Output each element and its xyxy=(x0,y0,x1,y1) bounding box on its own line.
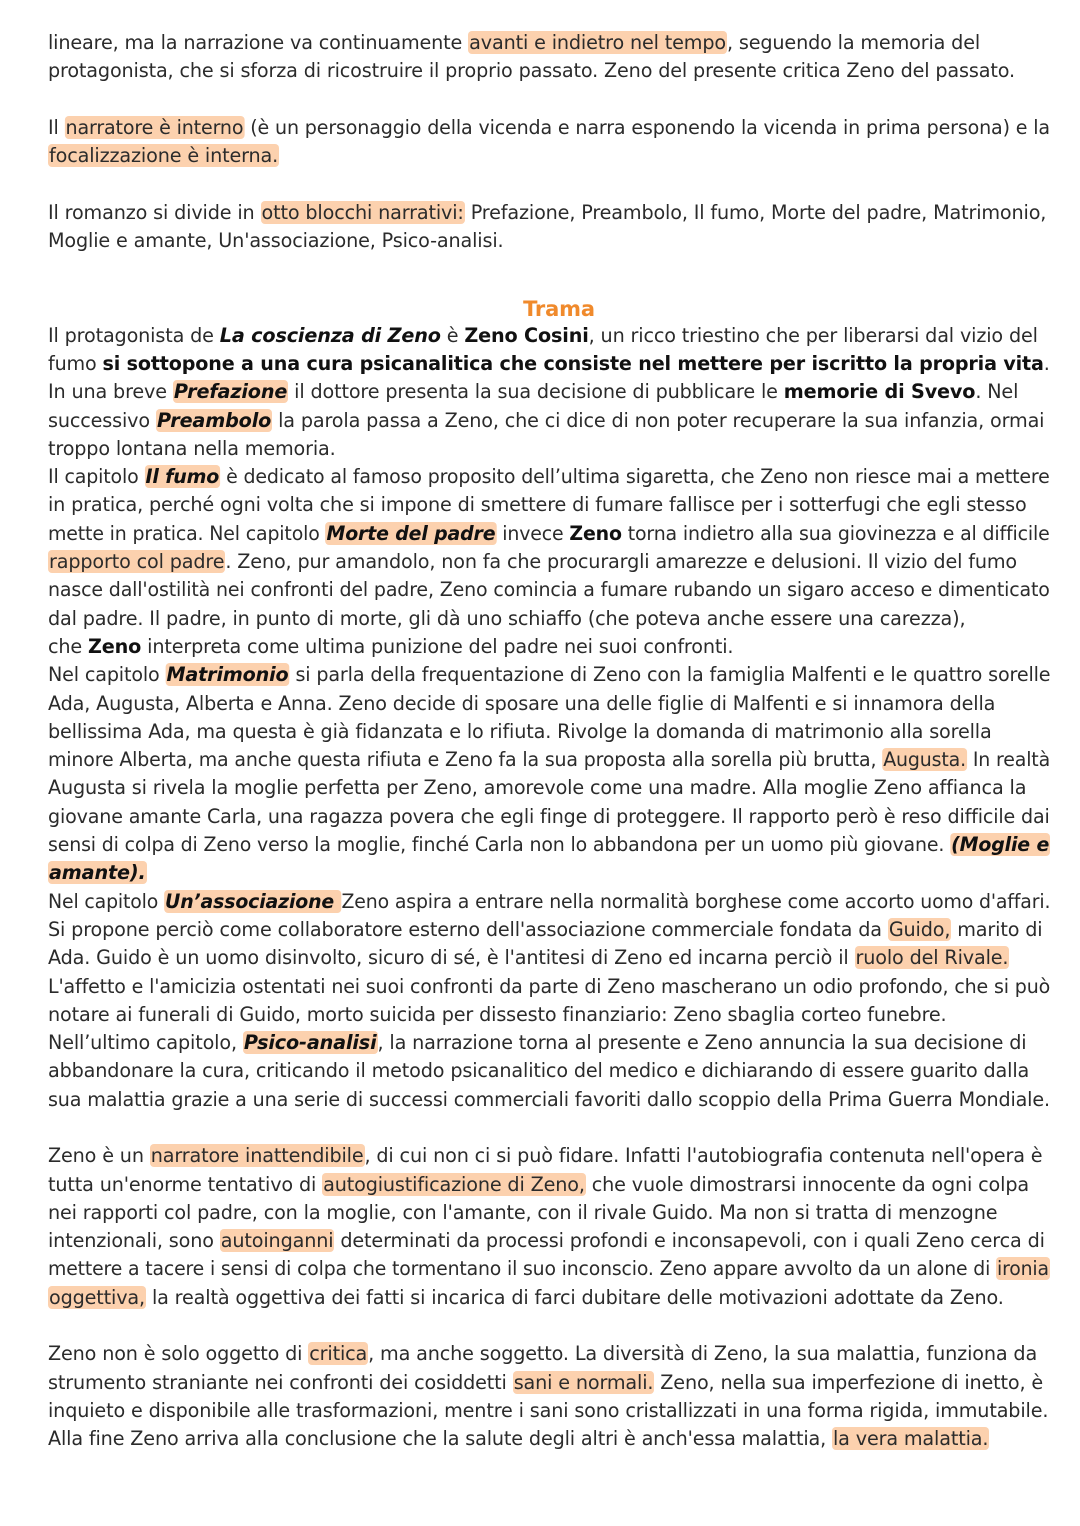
text-span: fumo xyxy=(48,351,103,375)
text-span: la parola passa a Zeno, che ci dice di non poter recuperare la sua infanzia, ormai xyxy=(272,408,1045,432)
text-line: inquieto e disponibile alle trasformazioni, mentre i sani sono cristallizzati in una forma rigida, immutabile. xyxy=(48,1398,1049,1422)
bold-text: memorie di Svevo xyxy=(783,380,976,404)
text-span: interpreta come ultima punizione del padre nei suoi confronti. xyxy=(141,634,734,658)
text-span: . xyxy=(1043,351,1050,375)
text-line: abbandonare la cura, criticando il metodo psicanalitico del medico e dichiarando di essere guarito dalla xyxy=(48,1059,1030,1083)
text-line xyxy=(48,29,1040,57)
text-line: bellissima Ada, ma questa è già fidanzata e lo rifiuta. Rivolge la domanda di matrimonio alla sorella xyxy=(48,719,992,743)
text-line: notare ai funerali di Guido, morto suicida per dissesto finanziario: Zeno sbaglia corteo funebre. xyxy=(48,1002,947,1026)
text-span: la realtà oggettiva dei fatti si incarica di farci dubitare delle motivazioni adottate da Zeno. xyxy=(146,1285,1004,1309)
highlight: ironia xyxy=(996,1257,1049,1281)
chapter-highlight: Prefazione xyxy=(173,380,288,404)
book-title: La coscienza di Zeno xyxy=(219,323,441,347)
text-line xyxy=(48,407,1045,435)
text-span: , di cui non ci si può fidare. Infatti l'autobiografia contenuta nell'opera è xyxy=(364,1144,1043,1168)
text-span: determinati da processi profondi e inconsapevoli, con i quali Zeno cerca di xyxy=(334,1229,1045,1253)
text-line xyxy=(48,746,1051,774)
paragraph-trama xyxy=(48,322,1051,1114)
text-line xyxy=(48,142,1040,170)
bold-text: si sottopone a una cura psicanalitica che consiste nel mettere per iscritto la propria vita xyxy=(102,351,1044,375)
highlight: narratore inattendibile xyxy=(150,1144,364,1168)
text-span: , ma anche soggetto. La diversità di Zeno, la sua malattia, funziona da xyxy=(368,1342,1038,1366)
text-line xyxy=(48,1340,1040,1368)
text-line xyxy=(48,520,1050,548)
text-span: Zeno è un xyxy=(48,1144,150,1168)
chapter-highlight: Il fumo xyxy=(145,465,220,489)
highlight: avanti e indietro nel tempo xyxy=(469,31,726,54)
text-span: che xyxy=(48,634,89,658)
highlight: otto blocchi narrativi: xyxy=(261,200,464,224)
text-line xyxy=(48,463,1050,491)
text-span: . Nel xyxy=(975,380,1019,404)
text-line xyxy=(48,1142,1043,1170)
text-line xyxy=(48,199,1047,227)
text-span: Zeno, nella sua imperfezione di inetto, è xyxy=(654,1370,1044,1394)
text-line: Moglie e amante, Un'associazione, Psico-analisi. xyxy=(48,229,504,253)
text-span: lineare, ma la narrazione va continuamente xyxy=(48,31,469,54)
text-line xyxy=(48,1255,1049,1283)
text-span: Nel capitolo xyxy=(48,663,166,687)
text-span: Prefazione, Preambolo, Il fumo, Morte del padre, Matrimonio, xyxy=(464,200,1047,224)
text-span: è xyxy=(440,323,465,347)
text-span: Ada. Guido è un uomo disinvolto, sicuro di sé, è l'antitesi di Zeno ed incarna perciò il xyxy=(48,946,855,970)
text-span: strumento straniante nei confronti dei cosiddetti xyxy=(48,1370,513,1394)
highlight: Guido, xyxy=(888,917,951,941)
text-line xyxy=(48,888,1051,916)
text-span: (è un personaggio della vicenda e narra esponendo la vicenda in prima persona) e la xyxy=(244,115,1050,139)
text-line: nasce dall'ostilità nei confronti del padre, Zeno comincia a fumare rubando un sigaro acceso e dimenticato xyxy=(48,578,1050,602)
highlight: sani e normali. xyxy=(513,1370,654,1394)
highlight: rapporto col padre xyxy=(49,550,225,574)
text-line: L'affetto e l'amicizia ostentati nei suoi confronti da parte di Zeno mascherano un odio profondo, che si può xyxy=(48,974,1051,998)
highlight: oggettiva, xyxy=(49,1285,145,1309)
text-span: Il protagonista de xyxy=(48,323,220,347)
bold-text: Zeno xyxy=(88,634,142,658)
text-span: , un ricco triestino che per liberarsi dal vizio del xyxy=(588,323,1038,347)
text-span: il dottore presenta la sua decisione di pubblicare le xyxy=(288,380,784,404)
text-line xyxy=(48,378,1040,406)
chapter-highlight: Morte del padre xyxy=(326,521,496,545)
highlight: critica xyxy=(309,1342,368,1366)
text-line xyxy=(48,1171,1040,1199)
paragraph-blocchi xyxy=(48,199,1047,256)
text-line xyxy=(48,322,1040,350)
paragraph-intro xyxy=(48,29,1040,86)
chapter-highlight: (Moglie e xyxy=(951,833,1050,857)
text-line: nei rapporti col padre, con la moglie, con l'amante, con il rivale Guido. Ma non si tratta di menzogne xyxy=(48,1200,998,1224)
text-span: minore Alberta, ma anche questa rifiuta e Zeno fa la sua proposta alla sorella più brutta, xyxy=(48,748,883,772)
section-title: Trama xyxy=(523,296,595,321)
chapter-highlight: Un’associazione xyxy=(165,889,341,913)
chapter-highlight: Matrimonio xyxy=(166,663,289,687)
text-span: mette in pratica. Nel capitolo xyxy=(48,521,326,545)
text-span: Zeno aspira a entrare nella normalità borghese come accorto uomo d'affari. xyxy=(341,889,1051,913)
highlight: ruolo del Rivale. xyxy=(855,946,1009,970)
text-line xyxy=(48,831,1050,859)
text-line xyxy=(48,633,1040,661)
text-span: intenzionali, sono xyxy=(48,1229,220,1253)
highlight: narratore è interno xyxy=(65,115,244,139)
text-line xyxy=(48,944,1040,972)
text-span: Il romanzo si divide in xyxy=(48,200,261,224)
text-line: giovane amante Carla, una ragazza povera che egli finge di proteggere. Il rapporto però è reso difficile dai xyxy=(48,804,1050,828)
text-span: Il capitolo xyxy=(48,465,145,489)
text-line xyxy=(48,114,1050,142)
text-line xyxy=(48,350,1050,378)
bold-text: Zeno xyxy=(569,521,622,545)
text-span: torna indietro alla sua giovinezza e al difficile xyxy=(621,521,1050,545)
text-span: Il xyxy=(48,115,65,139)
text-span: . Zeno, pur amandolo, non fa che procurargli amarezze e delusioni. Il vizio del fumo xyxy=(225,550,1017,574)
chapter-highlight: amante). xyxy=(49,861,146,885)
text-span: Nell’ultimo capitolo, xyxy=(48,1031,243,1055)
chapter-highlight: Psico-analisi xyxy=(243,1031,377,1055)
highlight: autogiustificazione di Zeno, xyxy=(323,1172,585,1196)
text-span: In realtà xyxy=(966,748,1051,772)
text-span: tutta un'enorme tentativo di xyxy=(48,1172,323,1196)
text-span: sensi di colpa di Zeno verso la moglie, finché Carla non lo abbandona per un uomo più giovane. xyxy=(48,833,951,857)
text-line: Augusta si rivela la moglie perfetta per Zeno, amorevole come una madre. Alla moglie Zeno affianca la xyxy=(48,776,1027,800)
text-line xyxy=(48,1425,1040,1453)
text-span: mettere a tacere i sensi di colpa che tormentano il suo inconscio. Zeno appare avvolto da un alone di xyxy=(48,1257,997,1281)
paragraph-critica xyxy=(48,1340,1049,1453)
highlight: focalizzazione è interna. xyxy=(49,144,279,168)
text-span: successivo xyxy=(48,408,156,432)
text-line xyxy=(48,1227,1045,1255)
text-span: Alla fine Zeno arriva alla conclusione che la salute degli altri è anch'essa malattia, xyxy=(48,1427,832,1451)
text-span: Nel capitolo xyxy=(48,889,165,913)
text-line: sua malattia grazie a una serie di successi commerciali favoriti dallo scoppio della Prima Guerra Mondiale. xyxy=(48,1087,1050,1111)
highlight: la vera malattia. xyxy=(833,1427,989,1451)
paragraph-narratore xyxy=(48,114,1050,171)
text-span: invece xyxy=(496,521,570,545)
text-line xyxy=(48,548,1040,576)
text-span: che vuole dimostrarsi innocente da ogni colpa xyxy=(585,1172,1029,1196)
text-span: si parla della frequentazione di Zeno con la famiglia Malfenti e le quattro sorelle xyxy=(289,663,1051,687)
text-span: In una breve xyxy=(48,380,173,404)
text-line: protagonista, che si sforza di ricostruire il proprio passato. Zeno del presente critica Zeno del passato. xyxy=(48,59,1015,83)
highlight: autoinganni xyxy=(220,1229,334,1253)
text-span: marito di xyxy=(951,917,1043,941)
highlight: Augusta. xyxy=(883,748,966,772)
paragraph-inattendibile xyxy=(48,1142,1049,1312)
text-line: Ada, Augusta, Alberta e Anna. Zeno decide di sposare una delle figlie di Malfenti e si innamora della xyxy=(48,691,996,715)
text-line: dal padre. Il padre, in punto di morte, gli dà uno schiaffo (che poteva anche essere una carezza), xyxy=(48,606,966,630)
chapter-highlight: Preambolo xyxy=(156,408,272,432)
text-span: è dedicato al famoso proposito dell’ultima sigaretta, che Zeno non riesce mai a mettere xyxy=(220,465,1050,489)
text-line xyxy=(48,1369,1044,1397)
text-span: , seguendo la memoria del xyxy=(726,31,981,54)
text-line xyxy=(48,1029,1040,1057)
text-span: Si propone perciò come collaboratore esterno dell'associazione commerciale fondata da xyxy=(48,917,888,941)
text-line xyxy=(48,916,1043,944)
text-line xyxy=(48,1284,1040,1312)
text-line: in pratica, perché ogni volta che si impone di smettere di fumare fallisce per i sotterfugi che egli stesso xyxy=(48,493,1027,517)
text-line xyxy=(48,661,1051,689)
text-span: Zeno non è solo oggetto di xyxy=(48,1342,309,1366)
bold-text: Zeno Cosini xyxy=(464,323,589,347)
text-span: , la narrazione torna al presente e Zeno annuncia la sua decisione di xyxy=(377,1031,1027,1055)
text-line: troppo lontana nella memoria. xyxy=(48,436,336,460)
text-line xyxy=(48,859,1040,887)
